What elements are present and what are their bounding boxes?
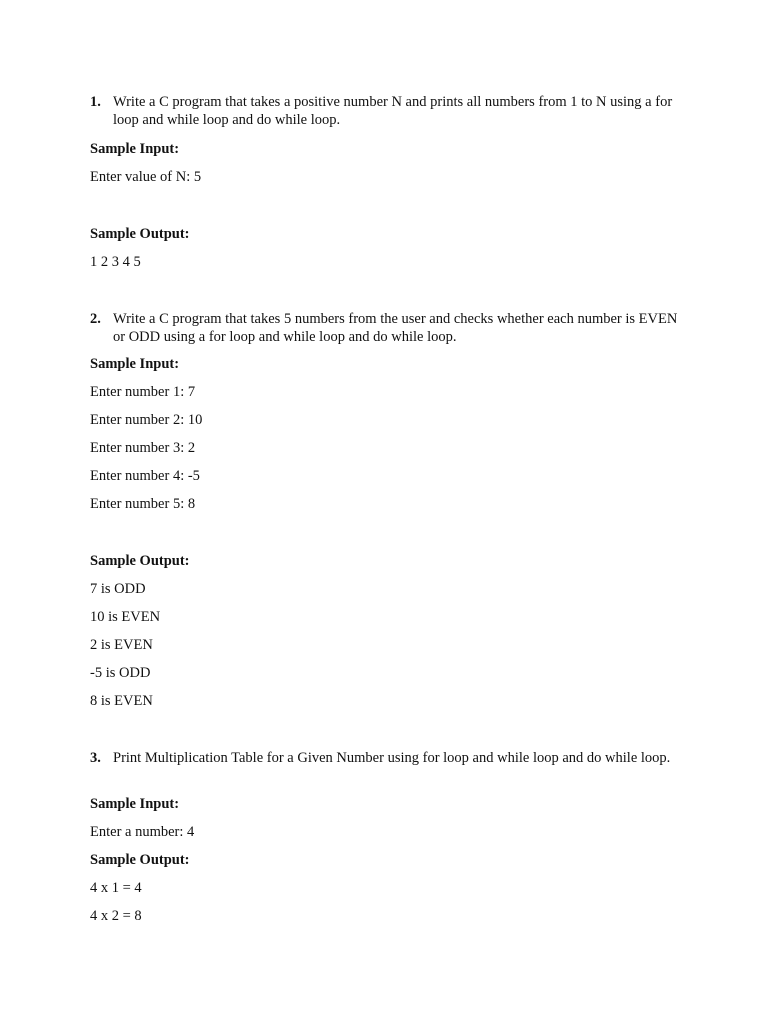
sample-output-line: 8 is EVEN <box>90 693 153 709</box>
question-number: 2. <box>90 311 101 327</box>
sample-input-label: Sample Input: <box>90 796 180 812</box>
sample-output-line: 1 2 3 4 5 <box>90 254 141 270</box>
question-1 <box>90 93 680 129</box>
sample-input-line: Enter value of N: 5 <box>90 169 202 185</box>
sample-input-line: Enter number 1: 7 <box>90 384 196 400</box>
question-text: Write a C program that takes a positive number N and prints all numbers from 1 to N using a for loop and while loop and do while loop. <box>113 94 673 128</box>
sample-input-line: Enter number 4: -5 <box>90 468 200 484</box>
sample-output-line: 4 x 2 = 8 <box>90 908 142 924</box>
sample-input-label: Sample Input: <box>90 356 180 372</box>
sample-input-line: Enter number 2: 10 <box>90 412 203 428</box>
sample-input-line: Enter number 5: 8 <box>90 496 196 512</box>
sample-output-line: 7 is ODD <box>90 581 146 597</box>
question-text: Write a C program that takes 5 numbers from the user and checks whether each number is EVEN or ODD using a for loop and while loop and do while loop. <box>113 311 678 345</box>
sample-output-line: -5 is ODD <box>90 665 151 681</box>
question-text: Print Multiplication Table for a Given Number using for loop and while loop and do while loop. <box>113 750 671 766</box>
sample-input-label: Sample Input: <box>90 141 180 157</box>
sample-output-line: 2 is EVEN <box>90 637 153 653</box>
sample-input-line: Enter number 3: 2 <box>90 440 196 456</box>
sample-output-line: 4 x 1 = 4 <box>90 880 142 896</box>
question-3 <box>90 749 680 767</box>
sample-output-label: Sample Output: <box>90 226 190 242</box>
sample-output-label: Sample Output: <box>90 553 190 569</box>
question-number: 1. <box>90 94 101 110</box>
sample-input-line: Enter a number: 4 <box>90 824 195 840</box>
question-2 <box>90 310 680 346</box>
question-number: 3. <box>90 750 101 766</box>
sample-output-line: 10 is EVEN <box>90 609 161 625</box>
sample-output-label: Sample Output: <box>90 852 190 868</box>
